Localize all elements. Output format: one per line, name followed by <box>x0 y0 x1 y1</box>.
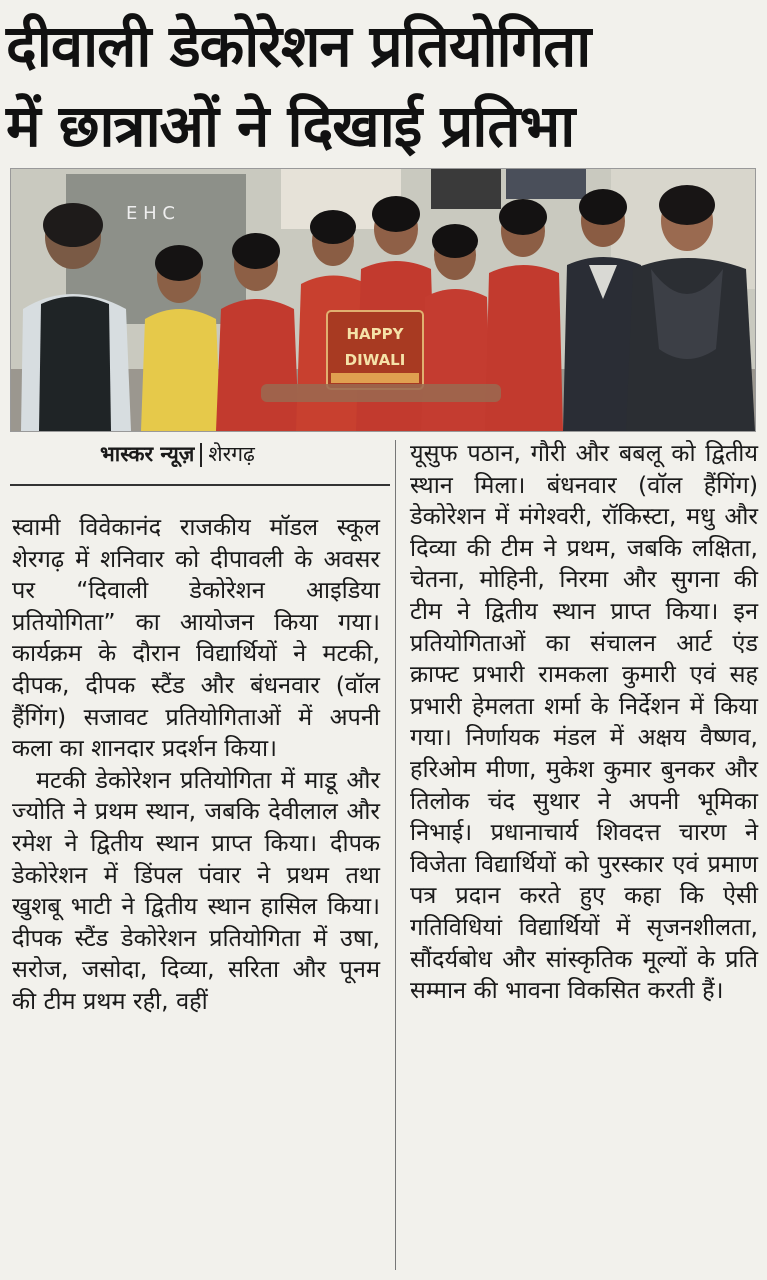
article-paragraph-2: मटकी डेकोरेशन प्रतियोगिता में माडू और ज्योति ने प्रथम स्थान, जबकि देवीलाल और रमेश ने द्वितीय स्थान प्राप्त किया। दीपक डेकोरेशन में डिंपल पंवार ने प्रथम तथा खुशबू भाटी ने द्वितीय स्थान हासिल किया। दीपक स्टैंड डेकोरेशन प्रतियोगिता में उषा, सरोज, जसोदा, दिव्या, सरिता और पूनम की टीम प्रथम रही, वहीं <box>12 765 380 1015</box>
headline-line-1: दीवाली डेकोरेशन प्रतियोगिता <box>6 12 591 80</box>
news-photo <box>10 168 756 432</box>
byline <box>100 440 390 468</box>
article-paragraph-1: स्वामी विवेकानंद राजकीय मॉडल स्कूल शेरगढ़ में शनिवार को दीपावली के अवसर पर “दिवाली डेकोरेशन आइडिया प्रतियोगिता” का आयोजन किया गया। कार्यक्रम के दौरान विद्यार्थियों ने मटकी, दीपक, दीपक स्टैंड और बंधनवार (वॉल हैंगिंग) सजावट प्रतियोगिताओं में अपनी कला का शानदार प्रदर्शन किया। <box>12 513 380 763</box>
byline-divider <box>200 443 202 467</box>
headline-line-2: में छात्राओं ने दिखाई प्रतिभा <box>6 92 575 160</box>
article-column-right <box>410 438 758 1007</box>
article-column-left <box>12 512 380 1018</box>
headline <box>6 6 761 166</box>
wall-letters: E H C <box>126 203 175 224</box>
byline-source: भास्कर न्यूज़ <box>100 442 195 466</box>
banner-text-diwali: DIWALI <box>344 351 406 369</box>
happy-diwali-banner <box>327 311 423 389</box>
byline-place: शेरगढ़ <box>208 442 255 466</box>
article-paragraph-3: यूसुफ पठान, गौरी और बबलू को द्वितीय स्थान मिला। बंधनवार (वॉल हैंगिंग) डेकोरेशन में मंगेश्वरी, रॉकिस्टा, मधु और दिव्या की टीम ने प्रथम, जबकि लक्षिता, चेतना, मोहिनी, निरमा और सुगना की टीम ने द्वितीय स्थान प्राप्त किया। इन प्रतियोगिताओं का संचालन आर्ट एंड क्राफ्ट प्रभारी रामकला कुमारी एवं सह प्रभारी हेमलता शर्मा के निर्देशन में किया गया। निर्णायक मंडल में अक्षय वैष्णव, हरिओम मीणा, मुकेश कुमार बुनकर और तिलोक चंद सुथार ने अपनी भूमिका निभाई। प्रधानाचार्य शिवदत्त चारण ने विजेता विद्यार्थियों को पुरस्कार एवं प्रमाण पत्र प्रदान करते हुए कहा कि ऐसी गतिविधियां विद्यार्थियों में सृजनशीलता, सौंदर्यबोध और सांस्कृतिक मूल्यों के प्रति सम्मान की भावना विकसित करती हैं। <box>410 439 758 1005</box>
byline-rule <box>10 484 390 486</box>
banner-text-happy: HAPPY <box>346 325 404 343</box>
column-divider <box>395 440 396 1270</box>
students-photo-illustration <box>11 169 755 431</box>
